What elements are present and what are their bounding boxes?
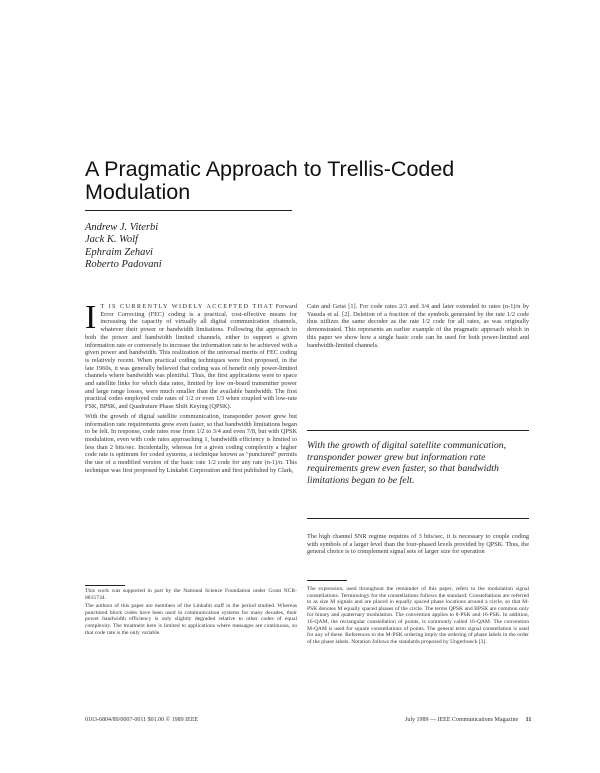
footnote-divider-left (85, 585, 125, 586)
footer-copyright: 0163-6804/89/0007-0011 $01.00 © 1989 IEEE (85, 717, 199, 723)
body-column-right (307, 303, 529, 375)
paragraph-text: Forward Error Correcting (FEC) coding is a practical, cost-effective means for increasing the capacity of virtually all digital communication channels, whatever their power or bandwidth limitations. Following the approach to both the power and bandwidth limited channels, either to support a given information rate or conversely to increase the information rate to be achieved with a given power and bandwidth. This realization of the universal merits of FEC coding is relatively recent. When practical coding techniques were first proposed, in the late 1960s, it was generally believed that coding was of benefit only power-limited channels where bandwidth was plentiful. Thus, the first applications were to space and satellite links for which data rates, limited by low on-board transmitter power and large range losses, were much smaller than the available bandwidth. The first practical codes employed code rates of 1/2 or even 1/3 when coupled with low-rate FSK, BPSK, and Quadrature Phase Shift Keying (QPSK). (85, 303, 297, 411)
footnote-text: This work was supported in part by the National Science Foundation under Grant NCR-8815734. (85, 588, 297, 601)
footnote-divider-right (307, 580, 347, 581)
footnote-right (307, 586, 529, 696)
body-paragraph (85, 303, 297, 411)
author-name: Jack K. Wolf (85, 234, 138, 246)
footnote-text: The expression, used throughout the remainder of this paper, refers to the modulation signal constellations. Terminology for the constellations follows the standard: Constellations are referred to as size M signals and are placed in equally spaced phase locations around a circle, so that M-PSK denotes M equally spaced phases of the circle. The terms QPSK and BPSK are common only for binary and quaternary modulation. The convention applies to 8-PSK and 16-PSK. In addition, 16-QAM, the rectangular constellation of points, is commonly called 16-QAM. The convention M-QAM is used for square constellations of points. The general term signal constellation is used for any of these. References to the M-PSK ordering imply the ordering of phase labels in the order of the phase labels. Notation follows the standards proposed by Ungerboeck [3]. (307, 586, 529, 645)
body-paragraph: Cain and Geist [1]. For code rates 2/3 and 3/4 and later extended to rates (n-1)/n by Yasuda et al. [2]. Deletion of a fraction of the symbols generated by the rate 1/2 code thus utilizes the same decoder as the rate 1/2 code for all rates, as was originally demonstrated. This represents an earlier example of the pragmatic approach which in this paper we show how a single basic code can be used for both power-limited and bandwidth-limited channels. (307, 303, 529, 349)
footnote-left (85, 588, 297, 698)
drop-cap: I (85, 303, 97, 336)
author-name: Andrew J. Viterbi (85, 222, 159, 233)
body-paragraph: With the growth of digital satellite communication, transponder power grew but information rate requirements grew even faster, so that bandwidth limitations began to be felt. In response, code rates rose from 1/2 to 3/4 and even 7/8, but with QPSK modulation, even with code rates approaching 1, bandwidth efficiency is limited to less than 2 bits/sec. Incidentally, whereas for a given coding complexity a higher code rate is optimum for coded systems, a technique known as "punctured" permits the use of a modified version of the basic rate 1/2 code for any rate (n-1)/n. This technique was first proposed by Linkabit Corporation and first published by Clark, (85, 412, 297, 474)
body-paragraph: The high channel SNR regime requires of 3 bits/sec, it is necessary to couple coding with symbols of a larger level than the four-phased levels provided by QPSK. Thus, the general choice is to complement signal sets of larger size for operation (307, 533, 529, 556)
pullquote-rule-bottom (307, 518, 529, 519)
pull-quote: With the growth of digital satellite communication, transponder power grew but information rate requirements grew even faster, so that bandwidth limitations began to be felt. (307, 440, 507, 486)
author-list (85, 222, 285, 272)
author-name: Roberto Padovani (85, 259, 162, 271)
article-title: A Pragmatic Approach to Trellis-Coded Modulation (85, 157, 455, 204)
page-number: 11 (525, 717, 532, 723)
footnote-text: The authors of this paper are members of the Linkabit staff in the period studied. Whereas punctured block codes have been used in communication systems for many decades, their power bandwidth efficiency is only slightly degraded relative to other codes of equal complexity. The treatment here is limited to applications where messages are continuous, so that code rate is the only variable. (85, 603, 297, 636)
footer-journal-name: July 1989 — IEEE Communications Magazine (405, 717, 519, 723)
lead-in-caps: T IS CURRENTLY WIDELY ACCEPTED THAT (100, 303, 274, 310)
footer-journal (405, 717, 531, 723)
author-name: Ephraim Zehavi (85, 246, 153, 258)
body-column-right-lower (307, 533, 529, 569)
body-column-left (85, 303, 297, 565)
pullquote-rule-top (307, 430, 529, 431)
title-divider (85, 210, 292, 211)
